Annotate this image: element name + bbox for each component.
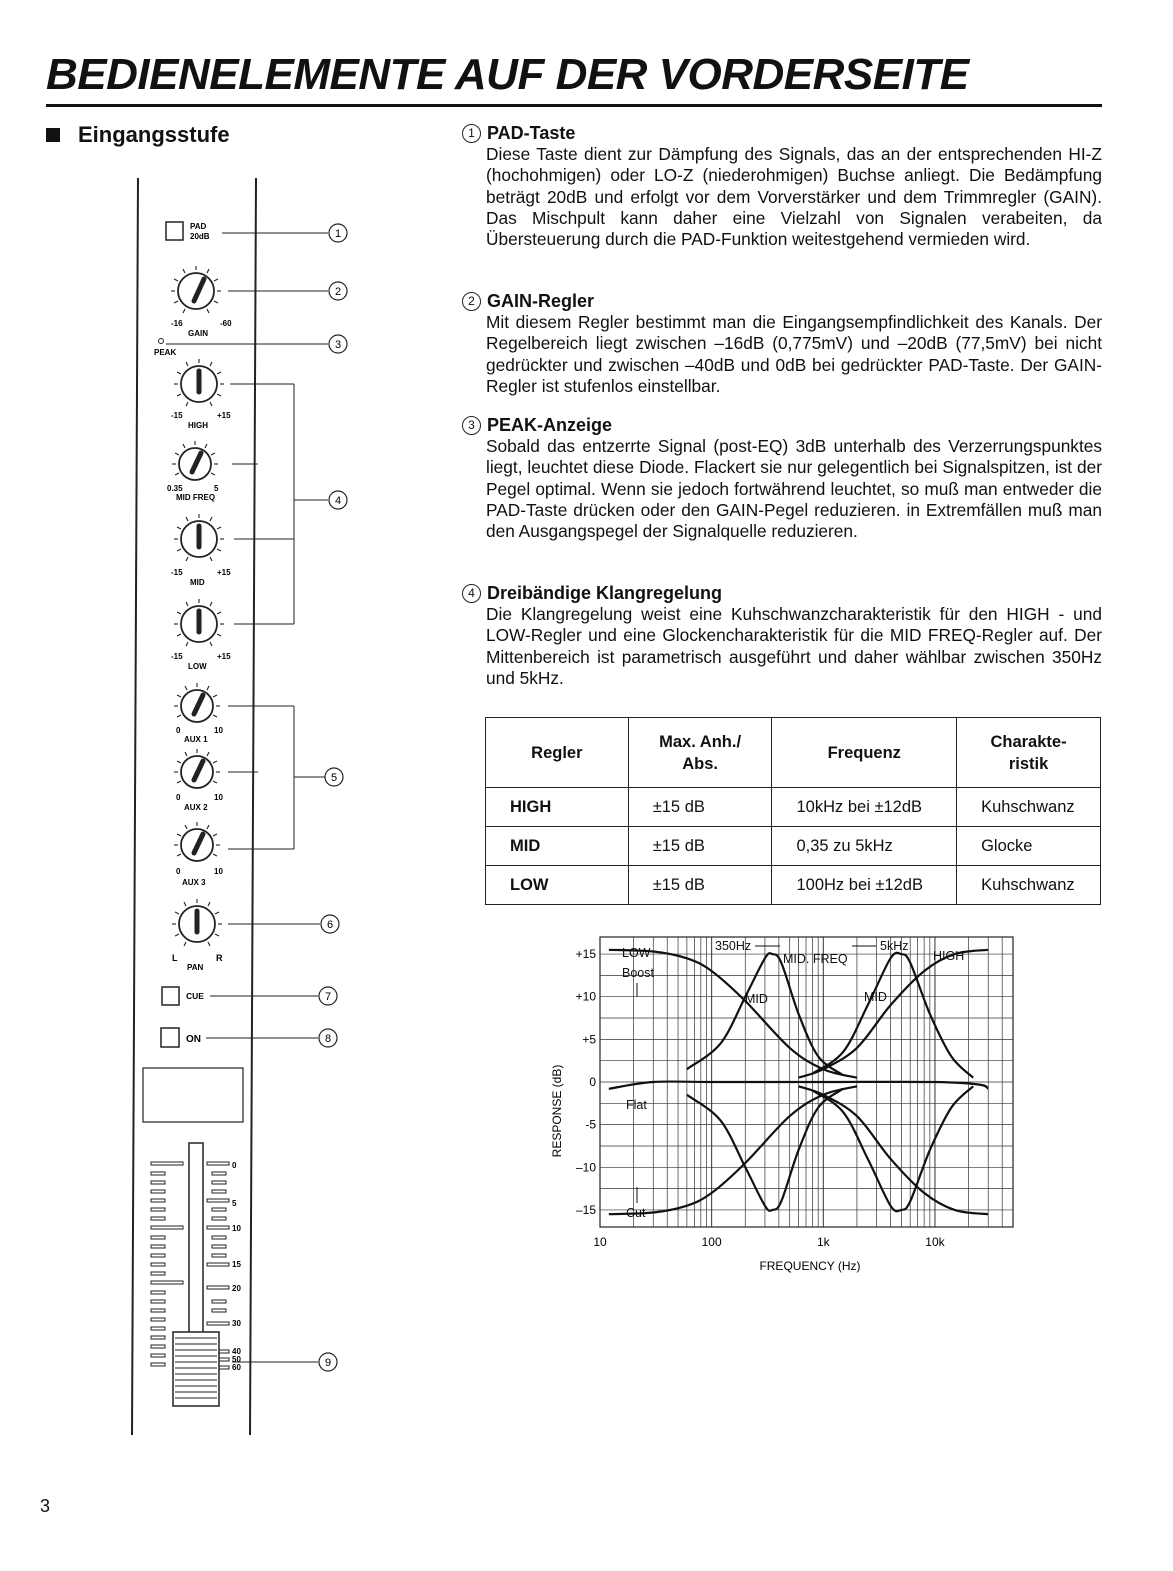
bullet-square-icon <box>46 128 60 142</box>
fader-scale-60: 60 <box>232 1363 241 1372</box>
chart-xlabel: FREQUENCY (Hz) <box>759 1259 861 1273</box>
title-rule <box>46 104 1102 107</box>
pan-max: R <box>216 953 223 963</box>
mid-freq-label: MID FREQ <box>176 493 216 502</box>
peak-label: PEAK <box>154 348 177 357</box>
aux3-max: 10 <box>214 867 223 876</box>
peak-led-icon <box>159 339 164 344</box>
callout-7-number: 7 <box>324 991 332 1003</box>
chart-x-tick-label: 1k <box>816 1235 830 1249</box>
callout-3-number: 3 <box>334 339 342 351</box>
desc-eq-heading <box>462 582 1102 604</box>
chart-annotation: Cut <box>626 1206 646 1220</box>
table-row <box>486 788 1101 827</box>
gain-knob[interactable] <box>171 266 221 313</box>
fader-scale-0: 0 <box>232 1161 237 1170</box>
table-cell: Kuhschwanz <box>957 788 1101 827</box>
section-heading-text: Eingangsstufe <box>78 122 230 147</box>
callout-9-number: 9 <box>324 1357 332 1369</box>
gain-label: GAIN <box>188 329 208 338</box>
table-header-regler: Regler <box>486 718 629 788</box>
mid-min: -15 <box>171 568 183 577</box>
chart-y-tick-label: 0 <box>589 1075 596 1089</box>
mid-label: MID <box>190 578 205 587</box>
table-cell: ±15 dB <box>628 866 772 905</box>
aux-bracket <box>228 706 328 849</box>
section-heading <box>46 122 230 148</box>
aux1-min: 0 <box>176 726 181 735</box>
aux2-knob[interactable] <box>174 749 220 788</box>
fader-scale-20: 20 <box>232 1284 241 1293</box>
desc-peak <box>462 414 1102 542</box>
desc-gain-title: GAIN-Regler <box>487 290 595 311</box>
gain-min: -16 <box>171 319 183 328</box>
aux1-knob[interactable] <box>174 683 220 722</box>
aux3-label: AUX 3 <box>182 878 206 887</box>
desc-eq <box>462 582 1102 689</box>
aux2-label: AUX 2 <box>184 803 208 812</box>
table-cell: HIGH <box>486 788 629 827</box>
gain-max: -60 <box>220 319 232 328</box>
pad-label: PAD <box>190 222 207 231</box>
callout-2-number: 2 <box>334 286 342 298</box>
cue-button[interactable] <box>162 987 179 1005</box>
table-header-charakteristik: Charakte- ristik <box>957 718 1101 788</box>
desc-pad-title: PAD-Taste <box>487 122 576 143</box>
table-header-row <box>486 718 1101 788</box>
desc-pad-body: Diese Taste dient zur Dämpfung des Signals, das an der entsprechenden HI-Z (hochohmigen) oder LO-Z (niederohmigen) Buchse anliegt. Die Bedämpfung beträgt 20dB und erfolgt vor dem Vorverstärker und dem Trimmregler (GAIN). Das Mischpult kann daher eine Vielzahl von Signalen verabeiten, da Übersteuerung durch die PAD-Funktion weitestgehend vermieden wird. <box>486 144 1102 250</box>
table-row <box>486 827 1101 866</box>
chart-series-line <box>813 953 974 1078</box>
chart-x-tick-label: 10 <box>593 1235 607 1249</box>
eq-response-chart <box>540 925 1030 1285</box>
aux1-label: AUX 1 <box>184 735 208 744</box>
fader-scale-15: 15 <box>232 1260 241 1269</box>
table-cell: 0,35 zu 5kHz <box>772 827 957 866</box>
on-button[interactable] <box>161 1028 179 1047</box>
callout-4-number: 4 <box>334 495 342 507</box>
chart-y-tick-label: +5 <box>582 1032 596 1047</box>
cue-label: CUE <box>186 991 204 1001</box>
callout-8-number: 8 <box>324 1033 332 1045</box>
chart-y-tick-label: –10 <box>575 1160 596 1175</box>
pan-knob[interactable] <box>172 899 222 946</box>
fader-cap[interactable] <box>173 1332 219 1406</box>
strip-left-edge <box>132 178 138 1435</box>
chart-annotation: MID. FREQ <box>783 952 848 966</box>
high-max: +15 <box>217 411 231 420</box>
desc-eq-number: 4 <box>462 584 481 603</box>
on-label: ON <box>186 1034 201 1045</box>
desc-peak-heading <box>462 414 1102 436</box>
callout-6-number: 6 <box>326 919 334 931</box>
desc-pad <box>462 122 1102 250</box>
page-title: BEDIENELEMENTE AUF DER VORDERSEITE <box>46 50 969 99</box>
desc-gain-heading <box>462 290 1102 312</box>
mid-freq-max: 5 <box>214 484 219 493</box>
low-min: -15 <box>171 652 183 661</box>
chart-annotation: HIGH <box>933 949 965 963</box>
table-row <box>486 866 1101 905</box>
chart-series-line <box>799 950 989 1078</box>
desc-eq-body: Die Klangregelung weist eine Kuhschwanzcharakteristik für den HIGH - und LOW-Regler und eine Glockencharakteristik für die MID FREQ-Regler auf. Der Mittenbereich ist parametrisch ausgeführt und daher wählbar zwischen 350Hz und 5kHz. <box>486 604 1102 688</box>
desc-peak-title: PEAK-Anzeige <box>487 414 613 435</box>
fader-scale-30: 30 <box>232 1319 241 1328</box>
aux3-knob[interactable] <box>174 822 220 861</box>
mid-max: +15 <box>217 568 231 577</box>
high-min: -15 <box>171 411 183 420</box>
chart-annotation: MID <box>745 992 768 1006</box>
table-header-max: Max. Anh./ Abs. <box>628 718 772 788</box>
strip-right-edge <box>250 178 256 1435</box>
aux2-max: 10 <box>214 793 223 802</box>
high-knob[interactable] <box>174 359 224 406</box>
mid-freq-knob[interactable] <box>172 441 218 480</box>
chart-annotation: 5kHz <box>880 939 909 953</box>
chart-annotation: 350Hz <box>715 939 752 953</box>
fader-scale-50: 50 <box>232 1355 241 1364</box>
mid-freq-min: 0.35 <box>167 484 183 493</box>
table-cell: Glocke <box>957 827 1101 866</box>
scribble-strip <box>143 1068 243 1122</box>
aux1-max: 10 <box>214 726 223 735</box>
desc-peak-body: Sobald das entzerrte Signal (post-EQ) 3dB unterhalb des Verzerrungspunktes liegt, leuchtet diese Diode. Flackert sie nur gelegentlich bei Signalspitzen, ist der Pegel optimal. Wenn sie jedoch fortwährend leuchtet, so muß man entweder die PAD-Taste drücken oder den GAIN-Pegel reduzieren. in Extremfällen muß man den Ausgangspegel der Signalquelle reduzieren. <box>486 436 1102 542</box>
pad-label-db: 20dB <box>190 232 210 241</box>
chart-series-line <box>813 1086 974 1211</box>
eq-table <box>485 717 1101 905</box>
fader-scale-10: 10 <box>232 1224 241 1233</box>
table-cell: 100Hz bei ±12dB <box>772 866 957 905</box>
page-number: 3 <box>40 1496 51 1516</box>
desc-gain-number: 2 <box>462 292 481 311</box>
chart-y-tick-label: -5 <box>585 1117 596 1132</box>
fader-scale-5: 5 <box>232 1199 237 1208</box>
table-cell: ±15 dB <box>628 788 772 827</box>
desc-pad-number: 1 <box>462 124 481 143</box>
chart-y-tick-label: +15 <box>575 947 596 962</box>
aux2-min: 0 <box>176 793 181 802</box>
channel-strip-diagram <box>110 175 390 1445</box>
desc-gain-body: Mit diesem Regler bestimmt man die Eingangsempfindlichkeit des Kanals. Der Regelbereich liegt zwischen –16dB (0,775mV) und –20dB (77,5mV) bei nicht gedrückter und zwischen –40dB und 0dB bei gedrückter PAD-Taste. Der GAIN-Regler ist stufenlos einstellbar. <box>486 312 1102 396</box>
chart-x-tick-label: 100 <box>701 1235 722 1249</box>
table-cell: ±15 dB <box>628 827 772 866</box>
pad-button[interactable] <box>166 222 183 240</box>
table-header-frequenz: Frequenz <box>772 718 957 788</box>
pan-label: PAN <box>187 963 204 972</box>
desc-pad-heading <box>462 122 1102 144</box>
chart-annotation: LOW <box>622 946 651 960</box>
chart-annotation: MID <box>864 990 887 1004</box>
mid-knob[interactable] <box>174 514 224 561</box>
chart-y-tick-label: +10 <box>575 989 596 1004</box>
table-cell: LOW <box>486 866 629 905</box>
callout-5-number: 5 <box>330 772 338 784</box>
table-cell: MID <box>486 827 629 866</box>
callout-1-number: 1 <box>334 228 342 240</box>
desc-gain <box>462 290 1102 397</box>
chart-y-tick-label: –15 <box>575 1202 596 1217</box>
aux3-min: 0 <box>176 867 181 876</box>
pan-min: L <box>172 953 178 963</box>
table-cell: 10kHz bei ±12dB <box>772 788 957 827</box>
high-label: HIGH <box>188 421 208 430</box>
desc-peak-number: 3 <box>462 416 481 435</box>
eq-bracket <box>230 384 328 624</box>
table-cell: Kuhschwanz <box>957 866 1101 905</box>
chart-annotation: Flat <box>626 1098 647 1112</box>
fader-scale-40: 40 <box>232 1347 241 1356</box>
low-label: LOW <box>188 662 207 671</box>
chart-series-line <box>799 1086 989 1214</box>
chart-ylabel: RESPONSE (dB) <box>550 1064 564 1158</box>
low-knob[interactable] <box>174 599 224 646</box>
desc-eq-title: Dreibändige Klangregelung <box>487 582 723 603</box>
low-max: +15 <box>217 652 231 661</box>
chart-x-tick-label: 10k <box>925 1235 945 1249</box>
chart-annotation: Boost <box>622 966 654 980</box>
